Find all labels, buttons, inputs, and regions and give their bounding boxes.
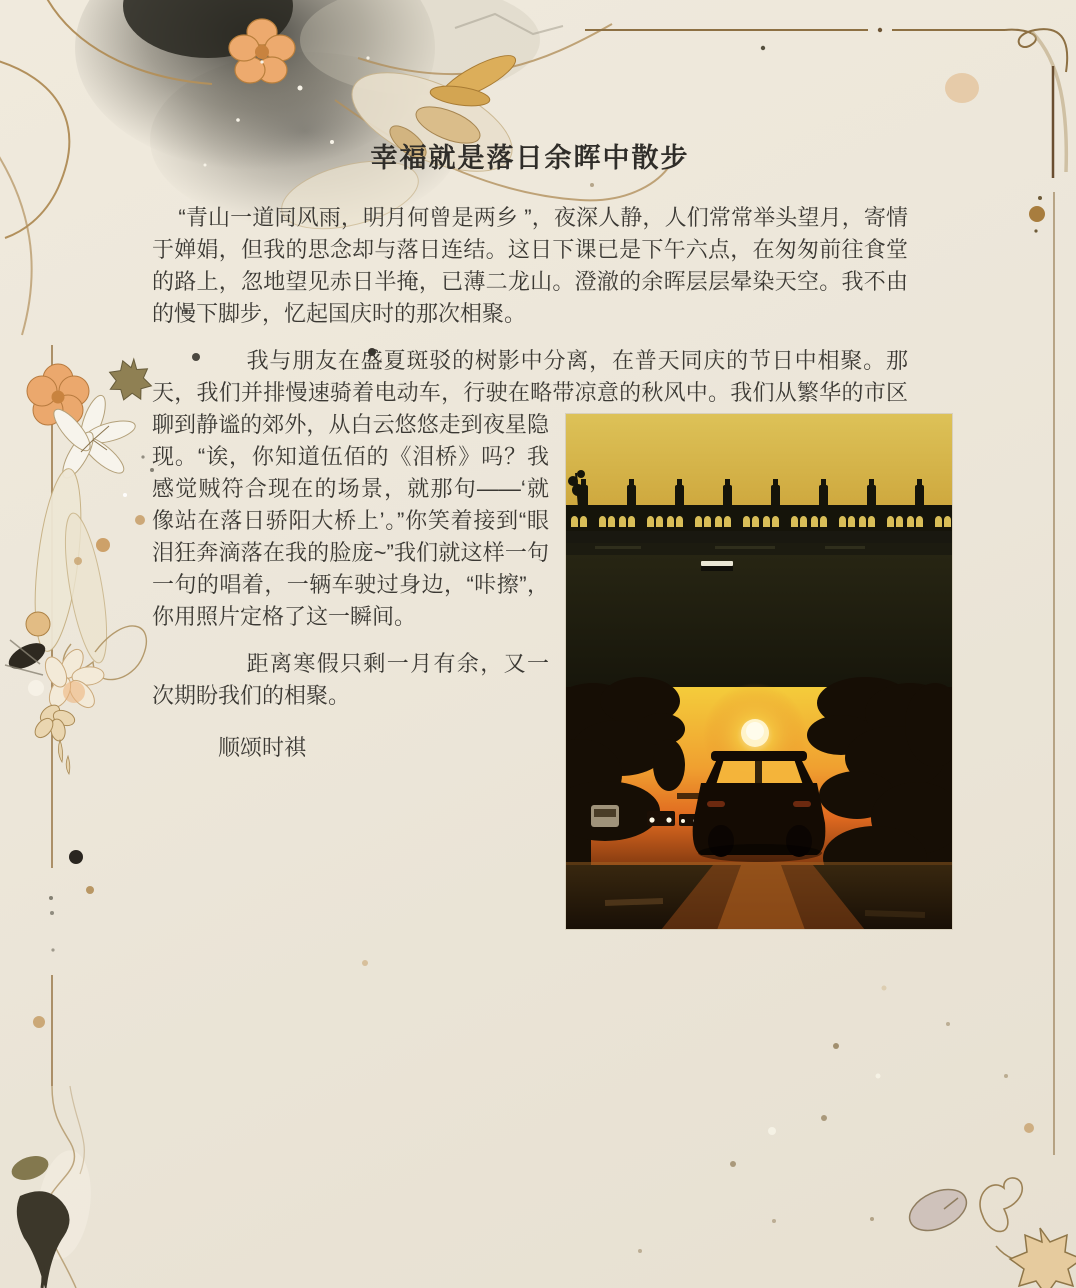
paragraph-2-text-after-photo: 聊到静谧的郊外，从白云悠悠走到夜星隐现。“诶，你知道伍佰的《泪桥》吗？我感觉贼符合现在的场景，就那句——‘就像站在落日骄阳大桥上’。”你笑着接到“眼泪狂奔滴落在我的脸庞~”我们就这样一句一句的唱着，一辆车驶过身边，“咔擦”，你用照片定格了这一瞬间。: [152, 412, 549, 629]
paragraph-3-text: 距离寒假只剩一月有余，又一次期盼我们的相聚。: [152, 651, 549, 708]
road: [565, 862, 953, 930]
bottom-left-floral: [9, 1086, 98, 1288]
paragraph-2-text-before-photo: 我与朋友在盛夏斑驳的树影中分离，在普天同庆的节日中相聚。那天，我们并排慢速骑着电动车，行驶在略带凉意的秋风中。我们从繁华的市区: [152, 348, 908, 405]
photo-sky: [565, 413, 953, 515]
bottom-right-floral: [903, 1178, 1076, 1288]
sunset-photo-graphic: [565, 413, 953, 930]
underpass-sign: [701, 561, 733, 566]
sunset-photo: [565, 413, 953, 930]
left-floral-column: [5, 345, 162, 1086]
essay-paragraph-1: [152, 202, 908, 330]
essay-paragraph-2: [152, 345, 908, 633]
closing-salutation: 顺颂时祺: [218, 735, 307, 760]
essay-title: 幸福就是落日余晖中散步: [370, 143, 690, 173]
paragraph-1-text: “青山一道同风雨，明月何曾是两乡 ”，夜深人静，人们常常举头望月，寄情于婵娟，但我的思念却与落日连结。这日下课已是下午六点，在匆匆前往食堂的路上，忽地望见赤日半掩，已薄二龙山。澄澈的余晖层层晕染天空。我不由的慢下脚步，忆起国庆时的那次相聚。: [152, 205, 908, 326]
essay-body: [152, 136, 908, 944]
bridge-deck: [565, 555, 953, 687]
